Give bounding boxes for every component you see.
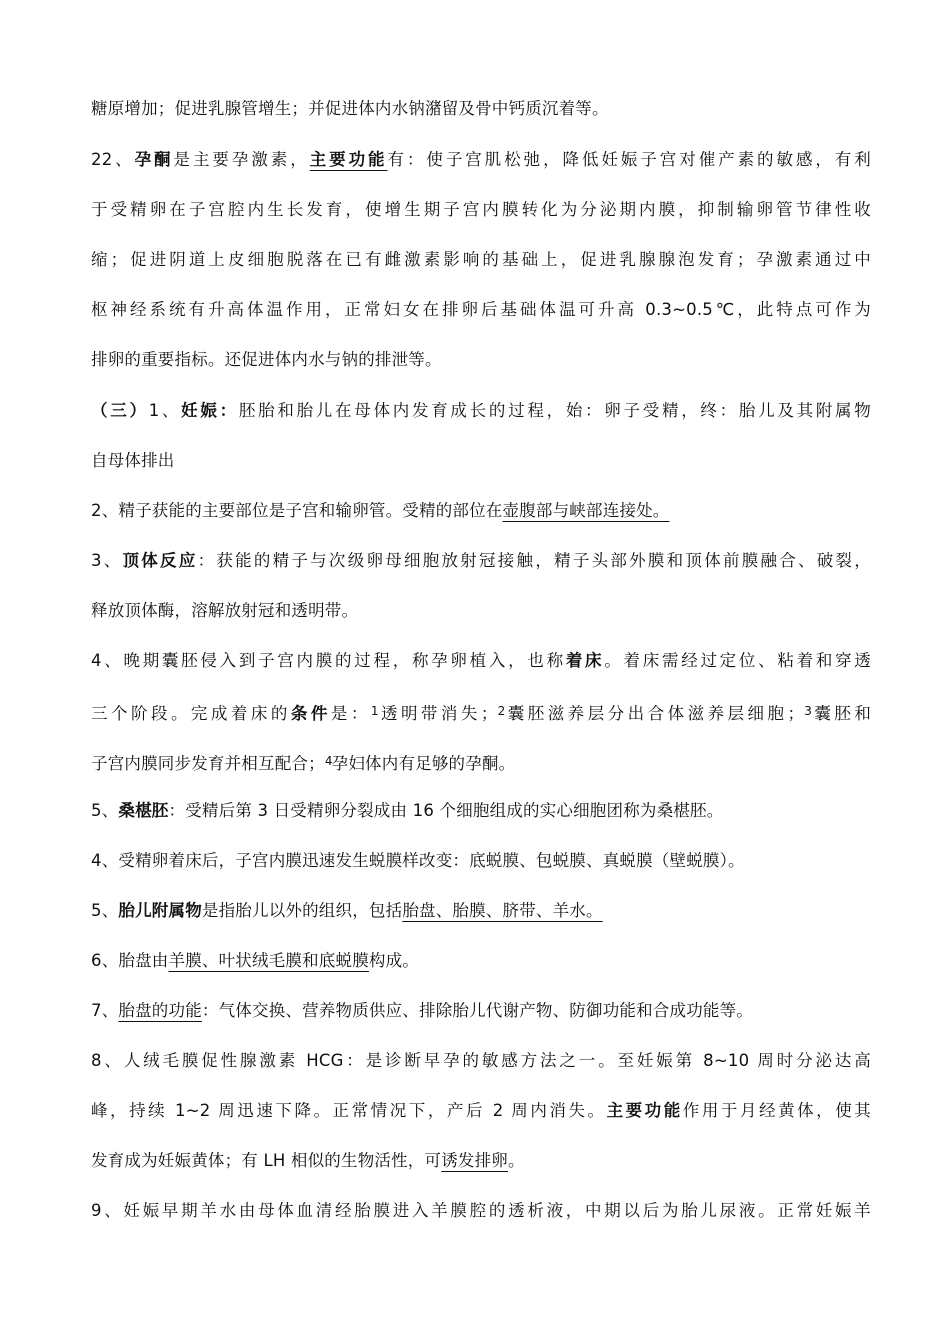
underlined-phrase: 诱发排卵	[441, 1151, 509, 1170]
text-line: 4、受精卵着床后，子宫内膜迅速发生蜕膜样改变：底蜕膜、包蜕膜、真蜕膜（壁蜕膜）。	[91, 851, 745, 870]
list-number: 4	[324, 754, 333, 768]
term-implantation: 着床	[565, 651, 605, 670]
text-line: 缩；促进阴道上皮细胞脱落在已有雌激素影响的基础上，促进乳腺腺泡发育；孕激素通过中	[91, 250, 871, 269]
term-acrosome-reaction: 顶体反应	[122, 551, 198, 570]
text-line: 8、人绒毛膜促性腺激素 HCG：是诊断早孕的敏感方法之一。至妊娠第 8~10 周时分泌达高	[91, 1051, 871, 1070]
term-condition: 条件	[290, 704, 331, 723]
text-line: 枢神经系统有升高体温作用，正常妇女在排卵后基础体温可升高 0.3~0.5℃，此特点可作为	[91, 300, 871, 319]
text-line: 4、晚期囊胚侵入到子宫内膜的过程，称孕卵植入，也称着床。着床需经过定位、粘着和穿透	[91, 651, 871, 670]
term-main-function: 主要功能	[309, 150, 388, 169]
text-line: 5、桑椹胚：受精后第 3 日受精卵分裂成由 16 个细胞组成的实心细胞团称为桑椹胚。	[91, 801, 724, 820]
text-line: 3、顶体反应：获能的精子与次级卵母细胞放射冠接触，精子头部外膜和顶体前膜融合、破裂，	[91, 551, 871, 570]
underlined-phrase: 壶腹部与峡部连接处。	[502, 501, 670, 520]
text-line: 发育成为妊娠黄体；有 LH 相似的生物活性，可诱发排卵。	[91, 1151, 525, 1170]
text-line: 2、精子获能的主要部位是子宫和输卵管。受精的部位在壶腹部与峡部连接处。	[91, 501, 670, 520]
text-line: 6、胎盘由羊膜、叶状绒毛膜和底蜕膜构成。	[91, 951, 420, 970]
text-line: 5、胎儿附属物是指胎儿以外的组织，包括胎盘、胎膜、脐带、羊水。	[91, 901, 603, 920]
list-number: 3	[804, 704, 813, 718]
term-morula: 桑椹胚	[118, 801, 169, 820]
term-fetal-appendages: 胎儿附属物	[118, 901, 202, 920]
text-line: 释放顶体酶，溶解放射冠和透明带。	[91, 601, 359, 620]
text-line: 于受精卵在子宫腔内生长发育，使增生期子宫内膜转化为分泌期内膜，抑制输卵管节律性收	[91, 200, 871, 219]
list-number: 1	[370, 704, 379, 718]
term-progesterone: 孕酮	[134, 150, 174, 169]
term-main-function: 主要功能	[606, 1101, 683, 1120]
underlined-phrase: 羊膜、叶状绒毛膜和底蜕膜	[168, 951, 369, 970]
text-line: 9、妊娠早期羊水由母体血清经胎膜进入羊膜腔的透析液，中期以后为胎儿尿液。正常妊娠羊	[91, 1201, 871, 1220]
underlined-phrase: 胎盘、胎膜、脐带、羊水。	[402, 901, 603, 920]
text-line: 糖原增加；促进乳腺管增生；并促进体内水钠潴留及骨中钙质沉着等。	[91, 99, 609, 118]
section-marker: （三）	[91, 401, 149, 420]
text-line: 排卵的重要指标。还促进体内水与钠的排泄等。	[91, 350, 442, 369]
text-line: 三个阶段。完成着床的条件是：$^1$透明带消失；$^2$囊胚滋养层分出合体滋养层细胞；$^3$囊胚和	[91, 704, 872, 723]
text-line: 峰，持续 1~2 周迅速下降。正常情况下，产后 2 周内消失。主要功能作用于月经黄体，使其	[91, 1101, 871, 1120]
text-line: 子宫内膜同步发育并相互配合；$^4$孕妇体内有足够的孕酮。	[91, 754, 516, 773]
underlined-phrase: 胎盘的功能	[118, 1001, 202, 1020]
list-number: 2	[497, 704, 506, 718]
text-line: 7、胎盘的功能：气体交换、营养物质供应、排除胎儿代谢产物、防御功能和合成功能等。	[91, 1001, 754, 1020]
text-line: （三）1、妊娠：胚胎和胎儿在母体内发育成长的过程，始：卵子受精，终：胎儿及其附属物	[91, 401, 871, 420]
text-line: 22、孕酮是主要孕激素，主要功能有：使子宫肌松弛，降低妊娠子宫对催产素的敏感，有利	[91, 150, 871, 169]
text-line: 自母体排出	[91, 451, 175, 470]
term-pregnancy: 妊娠：	[181, 401, 239, 420]
